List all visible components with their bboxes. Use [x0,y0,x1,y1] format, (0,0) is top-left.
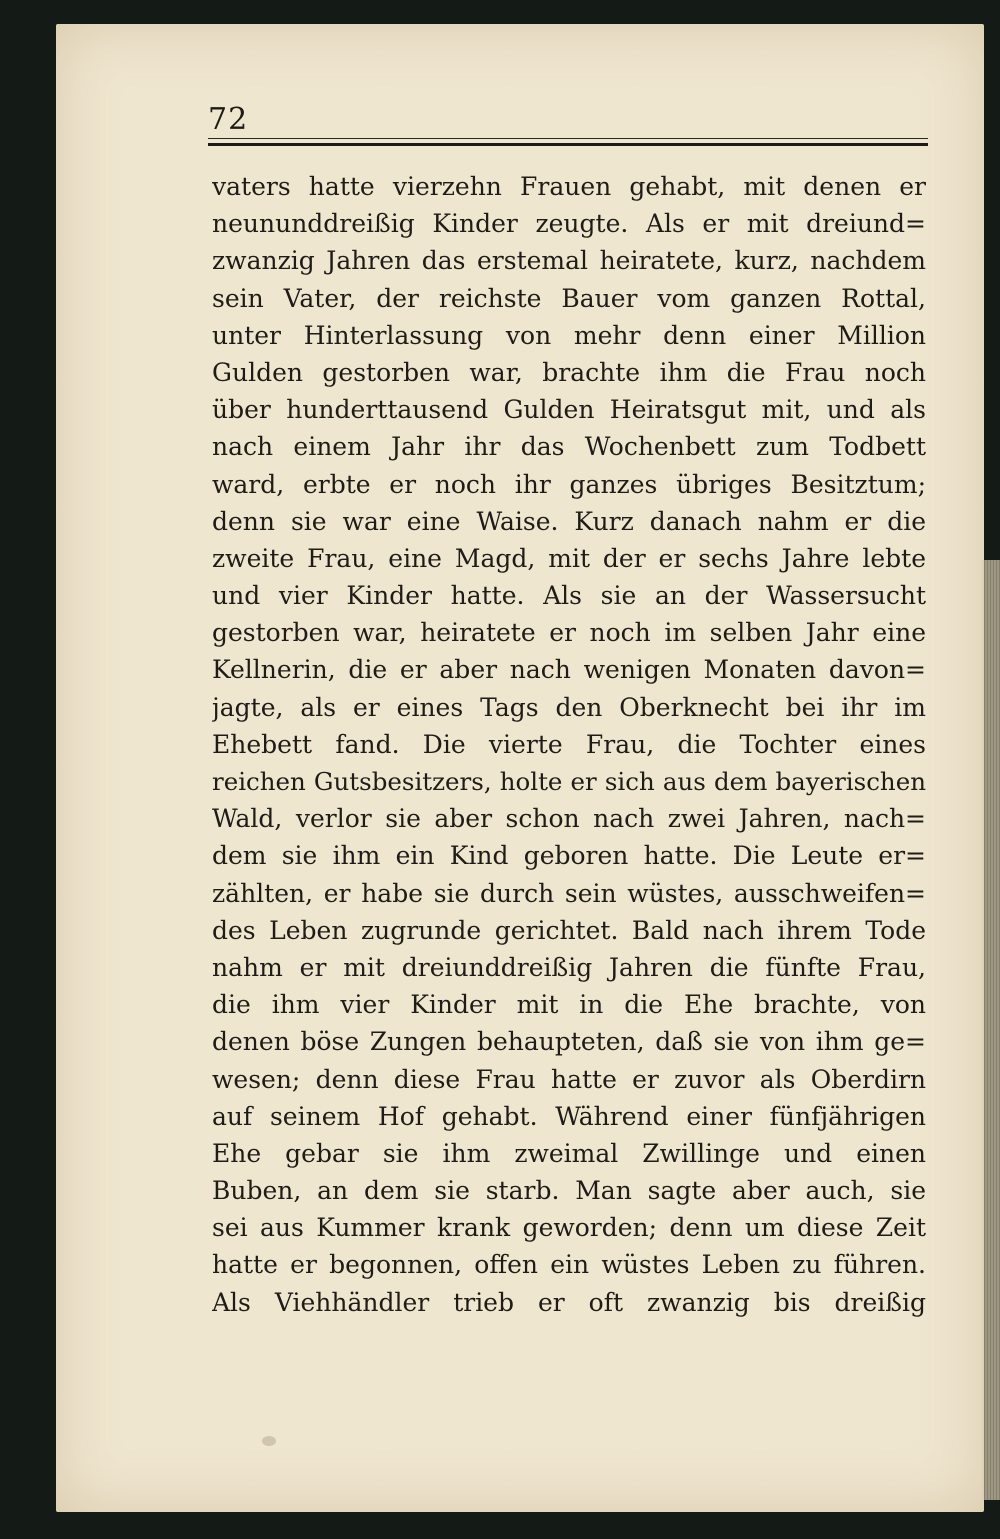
text-line: Kellnerin, die er aber nach wenigen Monaten davon= [212,655,926,685]
text-line: auf seinem Hof gehabt. Während einer fünfjährigen [212,1101,926,1131]
text-line: die ihm vier Kinder mit in die Ehe brachte, von [212,990,926,1020]
text-line: gestorben war, heiratete er noch im selben Jahr eine [212,618,926,648]
text-line: nach einem Jahr ihr das Wochenbett zum Todbett [212,432,926,462]
text-line: Ehe gebar sie ihm zweimal Zwillinge und einen [212,1138,926,1168]
text-line: Gulden gestorben war, brachte ihm die Frau noch [212,357,926,387]
text-line: denen böse Zungen behaupteten, daß sie von ihm ge= [212,1027,926,1057]
text-line: nahm er mit dreiunddreißig Jahren die fünfte Frau, [212,952,926,982]
text-line: wesen; denn diese Frau hatte er zuvor als Oberdirn [212,1064,926,1094]
text-line: neununddreißig Kinder zeugte. Als er mit dreiund= [212,209,926,239]
text-line: Buben, an dem sie starb. Man sagte aber auch, sie [212,1176,926,1206]
text-line: jagte, als er eines Tags den Oberknecht bei ihr im [212,692,926,722]
text-line: des Leben zugrunde gerichtet. Bald nach ihrem Tode [212,915,926,945]
header-rule-thin [208,138,928,139]
header-rule-thick [208,143,928,146]
text-line: dem sie ihm ein Kind geboren hatte. Die Leute er= [212,841,926,871]
text-line: reichen Gutsbesitzers, holte er sich aus dem bayerischen [212,767,926,796]
text-line: unter Hinterlassung von mehr denn einer Million [212,320,926,350]
text-line: denn sie war eine Waise. Kurz danach nahm er die [212,506,926,536]
paper-smudge [262,1436,276,1446]
text-line: zweite Frau, eine Magd, mit der er sechs Jahre lebte [212,543,926,573]
text-line: zählten, er habe sie durch sein wüstes, ausschweifen= [212,878,926,908]
text-line: zwanzig Jahren das erstemal heiratete, kurz, nachdem [212,246,926,276]
text-line: über hunderttausend Gulden Heiratsgut mit, und als [212,395,926,425]
text-line: hatte er begonnen, offen ein wüstes Leben zu führen. [212,1250,926,1280]
text-line: Als Viehhändler trieb er oft zwanzig bis dreißig [212,1287,926,1317]
body-text [212,168,926,1321]
text-line: sein Vater, der reichste Bauer vom ganzen Rottal, [212,283,926,313]
text-line: vaters hatte vierzehn Frauen gehabt, mit denen er [212,172,926,201]
text-line: Wald, verlor sie aber schon nach zwei Jahren, nach= [212,804,926,834]
page-edge [982,560,1000,1500]
text-line: und vier Kinder hatte. Als sie an der Wassersucht [212,581,926,611]
text-line: Ehebett fand. Die vierte Frau, die Tochter eines [212,729,926,759]
page-number: 72 [208,102,249,137]
text-line: sei aus Kummer krank geworden; denn um diese Zeit [212,1213,926,1243]
page-header [152,100,932,160]
text-line: ward, erbte er noch ihr ganzes übriges Besitztum; [212,469,926,499]
